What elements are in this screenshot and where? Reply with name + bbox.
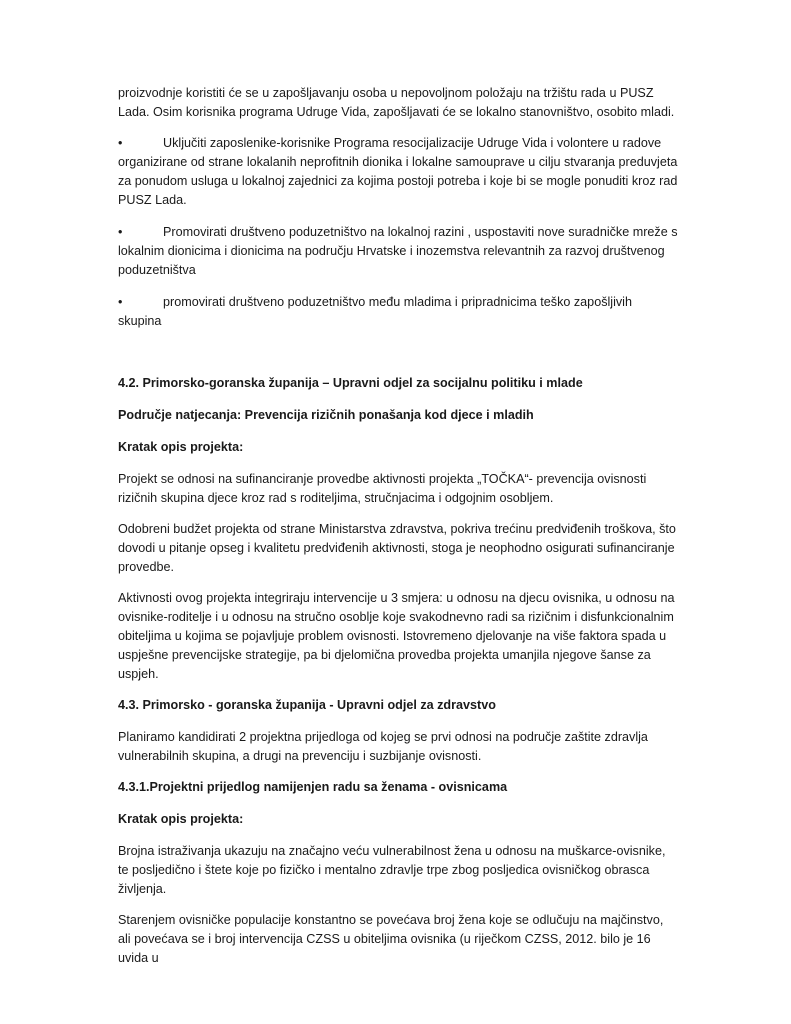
section-4-2-heading: 4.2. Primorsko-goranska županija – Upravni odjel za socijalnu politiku i mlade [118,376,583,390]
intro-paragraph: proizvodnje koristiti će se u zapošljavanju osoba u nepovoljnom položaju na tržištu rada u PUSZ Lada. Osim korisnika programa Udruge Vida, zapošljavati će se lokalno stanovništvo, osobito mladi. [118,86,675,119]
project-summary-label: Kratak opis projekta: [118,440,244,454]
project-summary-label: Kratak opis projekta: [118,812,244,826]
section-4-3-1-paragraph-1: Brojna istraživanja ukazuju na značajno veću vulnerabilnost žena u odnosu na muškarce-ovisnike, te posljedično i štete koje po fizičko i mentalno zdravlje trpe zbog posljedica ovisničkog obrasca življenja. [118,844,666,896]
bullet-symbol: • [118,136,123,150]
bullet-symbol: • [118,295,123,309]
section-spacer [118,344,678,374]
section-4-2-paragraph-3: Aktivnosti ovog projekta integriraju intervencije u 3 smjera: u odnosu na djecu ovisnika, u odnosu na ovisnike-roditelje i u odnosu na stručno osoblje koje svakodnevno radi sa rizičnim i disfunkcionalnim obiteljima u kojima se pojavljuje problem ovisnosti. Istovremeno djelovanje na više faktora spada u uspješne prevencijske strategije, pa bi djelomična provedba projekta umanjila njegove šanse za uspjeh. [118,591,675,681]
bullet-text: Uključiti zaposlenike-korisnike Programa resocijalizacije Udruge Vida i volontere u radove organizirane od strane lokalanih neprofitnih dionika i lokalne samouprave u cilju stvaranja preduvjeta za ponudom usluga u lokalnoj zajednici za kojima postoji potreba i koje bi se mogle ponuditi kroz rad PUSZ Lada. [118,136,678,207]
section-4-3-1-heading: 4.3.1.Projektni prijedlog namijenjen radu sa ženama - ovisnicama [118,780,508,794]
section-4-2-paragraph-1: Projekt se odnosi na sufinanciranje provedbe aktivnosti projekta „TOČKA“- prevencija ovisnosti rizičnih skupina djece kroz rad s roditeljima, stručnjacima i odgojnim osobljem. [118,472,647,505]
section-4-2-paragraph-2: Odobreni budžet projekta od strane Ministarstva zdravstva, pokriva trećinu predviđenih troškova, što dovodi u pitanje opseg i kvalitetu predviđenih aktivnosti, stoga je neophodno osigurati sufinanciranje provedbe. [118,522,676,574]
competition-area-heading: Područje natjecanja: Prevencija rizičnih ponašanja kod djece i mladih [118,408,534,422]
bullet-text: Promovirati društveno poduzetništvo na lokalnoj razini , uspostaviti nove suradničke mreže s lokalnim dionicima i dionicima na području Hrvatske i inozemstva relevantnih za razvoj društvenog poduzetništva [118,225,678,277]
bullet-item-1 [118,134,678,210]
bullet-text: promovirati društveno poduzetništvo među mladima i pripradnicima teško zapošljivih skupina [118,295,632,328]
bullet-item-3 [118,293,678,331]
section-4-3-1-paragraph-2: Starenjem ovisničke populacije konstantno se povećava broj žena koje se odlučuju na majčinstvo, ali povećava se i broj intervencija CZSS u obiteljima ovisnika (u riječkom CZSS, 2012. bilo je 16 uvida u [118,913,664,965]
document-page [118,84,678,980]
bullet-item-2 [118,223,678,280]
section-4-3-paragraph-1: Planiramo kandidirati 2 projektna prijedloga od kojeg se prvi odnosi na područje zaštite zdravlja vulnerabilnih skupina, a drugi na prevenciju i suzbijanje ovisnosti. [118,730,648,763]
bullet-symbol: • [118,225,123,239]
section-4-3-heading: 4.3. Primorsko - goranska županija - Upravni odjel za zdravstvo [118,698,496,712]
